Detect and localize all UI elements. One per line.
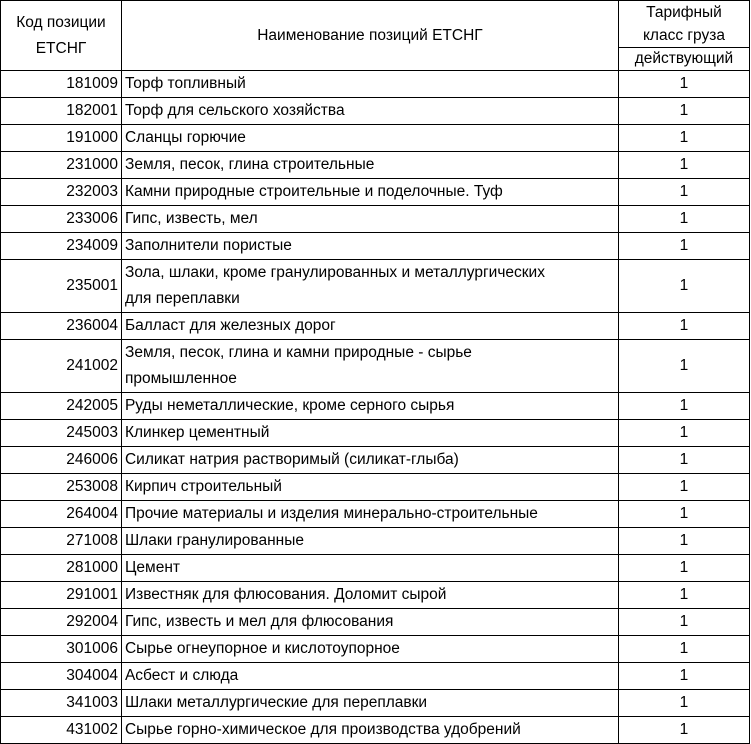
cell-code: 233006 (1, 206, 122, 233)
cell-tariff-class: 1 (618, 636, 749, 663)
cell-tariff-class: 1 (618, 260, 749, 313)
cell-code: 181009 (1, 71, 122, 98)
cell-name: Сырье горно-химическое для производства удобрений (121, 717, 618, 744)
cell-tariff-class: 1 (618, 501, 749, 528)
table-row (1, 690, 750, 717)
cell-code: 236004 (1, 313, 122, 340)
table-row (1, 555, 750, 582)
cell-code: 264004 (1, 501, 122, 528)
cell-name: Известняк для флюсования. Доломит сырой (121, 582, 618, 609)
table-row (1, 636, 750, 663)
cell-tariff-class: 1 (618, 663, 749, 690)
cell-tariff-class: 1 (618, 206, 749, 233)
table-row (1, 717, 750, 744)
table-row (1, 420, 750, 447)
cell-tariff-class: 1 (618, 98, 749, 125)
cell-tariff-class: 1 (618, 555, 749, 582)
table-row (1, 125, 750, 152)
header-tariff-sub: действующий (618, 48, 749, 71)
cell-tariff-class: 1 (618, 71, 749, 98)
cell-tariff-class: 1 (618, 690, 749, 717)
cell-name: Руды неметаллические, кроме серного сырья (121, 393, 618, 420)
cell-code: 182001 (1, 98, 122, 125)
cell-code: 232003 (1, 179, 122, 206)
cell-code: 234009 (1, 233, 122, 260)
cell-name: Гипс, известь, мел (121, 206, 618, 233)
cell-code: 235001 (1, 260, 122, 313)
cell-name: Цемент (121, 555, 618, 582)
cell-name-line2: для переплавки (124, 290, 240, 307)
cell-code: 292004 (1, 609, 122, 636)
cell-name: Шлаки гранулированные (121, 528, 618, 555)
header-tariff-line1: Тарифный (646, 4, 722, 21)
header-tariff (618, 1, 749, 48)
table-body (1, 71, 750, 744)
table-row (1, 393, 750, 420)
cell-code: 241002 (1, 340, 122, 393)
cell-name (121, 340, 618, 393)
table-row (1, 582, 750, 609)
cell-tariff-class: 1 (618, 393, 749, 420)
cell-tariff-class: 1 (618, 420, 749, 447)
cell-tariff-class: 1 (618, 528, 749, 555)
cell-code: 191000 (1, 125, 122, 152)
cell-name: Кирпич строительный (121, 474, 618, 501)
table-row (1, 98, 750, 125)
table-row (1, 233, 750, 260)
cell-name: Земля, песок, глина строительные (121, 152, 618, 179)
cell-name: Сырье огнеупорное и кислотоупорное (121, 636, 618, 663)
cell-name: Камни природные строительные и поделочные. Туф (121, 179, 618, 206)
table-row (1, 260, 750, 313)
table-row (1, 501, 750, 528)
cell-tariff-class: 1 (618, 717, 749, 744)
cell-code: 291001 (1, 582, 122, 609)
table-row (1, 152, 750, 179)
cell-code: 245003 (1, 420, 122, 447)
cell-name: Балласт для железных дорог (121, 313, 618, 340)
cell-tariff-class: 1 (618, 125, 749, 152)
header-name: Наименование позиций ЕТСНГ (121, 1, 618, 71)
cell-code: 341003 (1, 690, 122, 717)
table-row (1, 313, 750, 340)
table-row (1, 340, 750, 393)
header-tariff-line2: класс груза (642, 27, 725, 44)
cell-tariff-class: 1 (618, 313, 749, 340)
table-row (1, 528, 750, 555)
cell-name: Торф топливный (121, 71, 618, 98)
cell-code: 301006 (1, 636, 122, 663)
header-code (1, 1, 122, 71)
cell-name: Гипс, известь и мел для флюсования (121, 609, 618, 636)
cell-code: 253008 (1, 474, 122, 501)
cell-code: 231000 (1, 152, 122, 179)
cell-tariff-class: 1 (618, 152, 749, 179)
cell-code: 271008 (1, 528, 122, 555)
table-row (1, 206, 750, 233)
cell-tariff-class: 1 (618, 582, 749, 609)
cell-name: Клинкер цементный (121, 420, 618, 447)
cell-code: 304004 (1, 663, 122, 690)
header-code-line2: ЕТСНГ (35, 39, 87, 57)
cell-code: 431002 (1, 717, 122, 744)
cell-tariff-class: 1 (618, 340, 749, 393)
cell-code: 246006 (1, 447, 122, 474)
table-row (1, 474, 750, 501)
cell-name-line2: промышленное (124, 370, 237, 387)
cell-name (121, 260, 618, 313)
cell-name: Асбест и слюда (121, 663, 618, 690)
header-row (1, 1, 750, 48)
cell-tariff-class: 1 (618, 179, 749, 206)
cell-tariff-class: 1 (618, 609, 749, 636)
cell-name: Заполнители пористые (121, 233, 618, 260)
cell-code: 242005 (1, 393, 122, 420)
table-row (1, 447, 750, 474)
cell-code: 281000 (1, 555, 122, 582)
table-row (1, 663, 750, 690)
cell-name: Силикат натрия растворимый (силикат-глыба) (121, 447, 618, 474)
cell-name: Торф для сельского хозяйства (121, 98, 618, 125)
cell-name-line1: Зола, шлаки, кроме гранулированных и металлургических (124, 264, 545, 281)
cell-tariff-class: 1 (618, 233, 749, 260)
cell-name: Шлаки металлургические для переплавки (121, 690, 618, 717)
header-code-line1: Код позиции (16, 13, 106, 31)
table-row (1, 71, 750, 98)
cell-name: Прочие материалы и изделия минерально-строительные (121, 501, 618, 528)
cell-tariff-class: 1 (618, 474, 749, 501)
cell-name: Сланцы горючие (121, 125, 618, 152)
table-row (1, 609, 750, 636)
cell-tariff-class: 1 (618, 447, 749, 474)
table-row (1, 179, 750, 206)
cell-name-line1: Земля, песок, глина и камни природные - сырье (124, 344, 472, 361)
